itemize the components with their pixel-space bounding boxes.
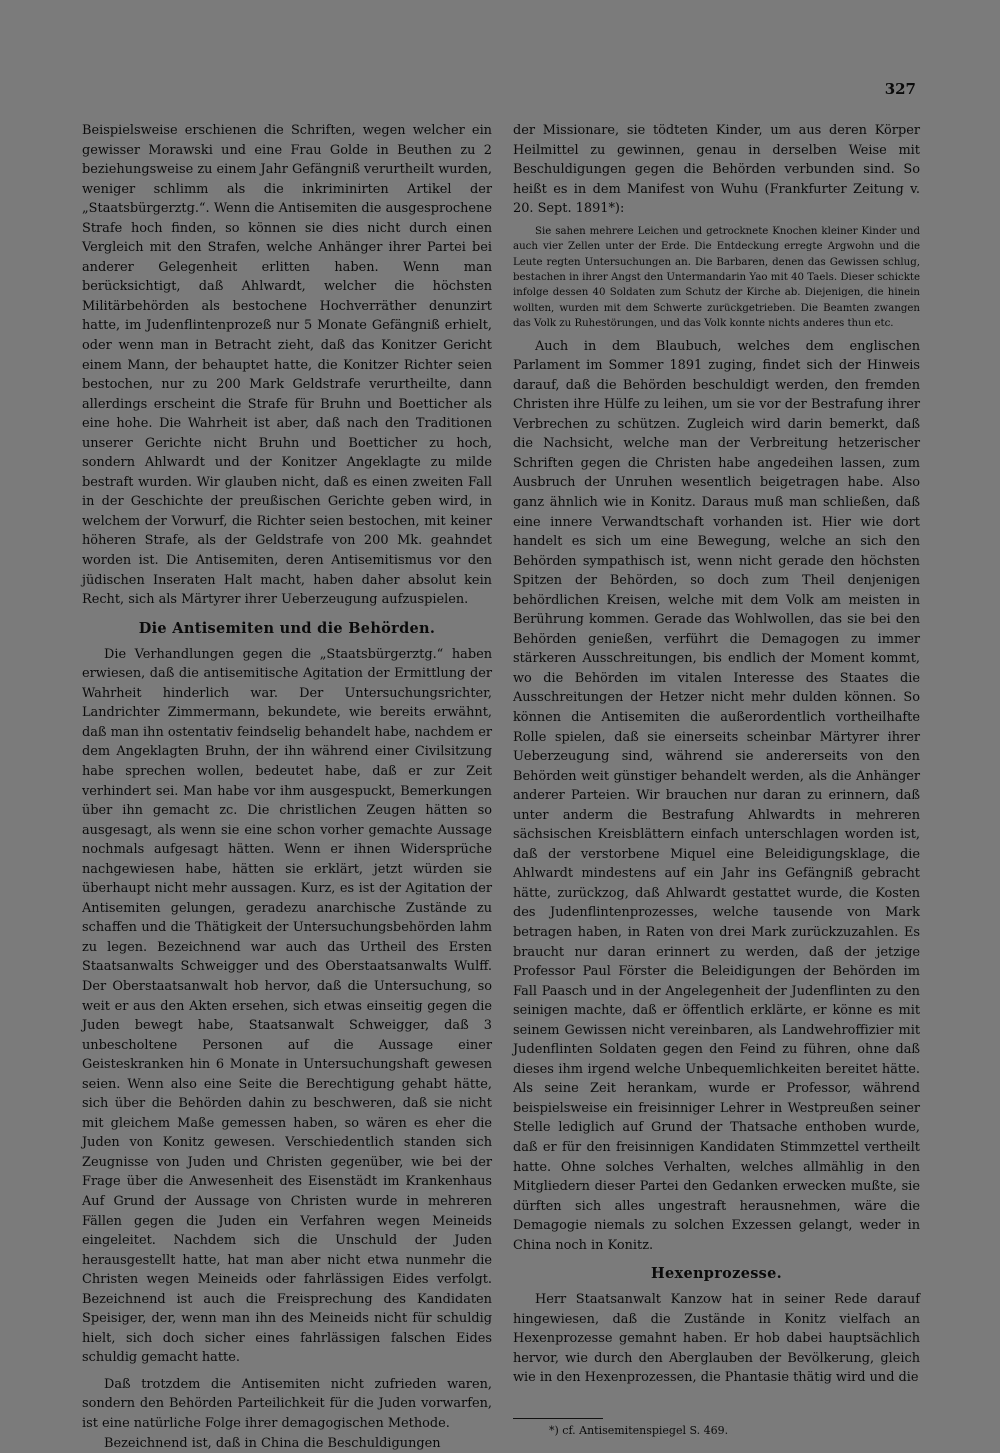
- paragraph: Bezeichnend ist, daß in China die Beschuldigungen: [104, 1435, 441, 1451]
- footnote-divider: [513, 1418, 603, 1419]
- block-quote: Sie sahen mehrere Leichen und getrocknete Knochen kleiner Kinder und auch vier Zellen unter der Erde. Die Entdeckung erregte Argwohn und die Leute regten Untersuchungen an. Die Barbaren, denen das Gewissen schlug, bestachen in ihrer Angst den Untermandarin Yao mit 40 Taels. Dieser schickte infolge dessen 40 Soldaten zum Schutz der Kirche ab. Diejenigen, die hinein wollten, wurden mit dem Schwerte zurückgetrieben. Die Beamten zwangen das Volk zu Ruhestörungen, und das Volk konnte nichts anderes thun etc.: [513, 225, 920, 330]
- paragraph: Auch in dem Blaubuch, welches dem englischen Parlament im Sommer 1891 zuging, findet sich der Hinweis darauf, daß die Behörden beschuldigt werden, den fremden Christen ihre Hülfe zu leihen, um sie vor der Bestrafung ihrer Verbrechen zu schützen. Zugleich wird darin bemerkt, daß die Nachsicht, welche man der Verbreitung hetzerischer Schriften gegen die Christen habe angedeihen lassen, zum Ausbruch der Unruhen wesentlich beigetragen habe. Also ganz ähnlich wie in Konitz. Daraus muß man schließen, daß eine innere Verwandtschaft vorhanden ist. Hier wie dort handelt es sich um eine Bewegung, welche an sich den Behörden sympathisch ist, wenn nicht gerade den höchsten Spitzen der Behörden, so doch zum Theil denjenigen behördlichen Kreisen, welche mit dem Volk am meisten in Berührung kommen. Gerade das Wohlwollen, das sie bei den Behörden genießen, verführt die Demagogen zu immer stärkeren Ausschreitungen, bis endlich der Moment kommt, wo die Behörden im vitalen Interesse des Staates die Ausschreitungen der Hetzer nicht mehr dulden können. So können die Antisemiten die außerordentlich vortheilhafte Rolle spielen, daß sie einerseits scheinbar Märtyrer ihrer Ueberzeugung sind, während sie andererseits von den Behörden weit günstiger behandelt werden, als die Anhänger anderer Parteien. Wir brauchen nur daran zu erinnern, daß unter anderm die Bestrafung Ahlwardts in mehreren sächsischen Kreisblättern einfach unterschlagen worden ist, daß der verstorbene Miquel eine Beleidigungsklage, die Ahlwardt mindestens auf ein Jahr ins Gefängniß gebracht hätte, zurückzog, daß Ahlwardt gestattet wurde, die Kosten des Judenflintenprozesses, welche tausende von Mark betragen haben, in Raten von drei Mark zurückzuzahlen. Es braucht nur daran erinnert zu werden, daß der jetzige Professor Paul Förster die Beleidigungen der Behörden im Fall Paasch und in der Angelegenheit der Judenflinten zu den seinigen machte, daß er öffentlich erklärte, er könne es mit seinem Gewissen nicht vereinbaren, als Landwehroffizier mit Judenflinten Soldaten gegen den Feind zu führen, ohne daß dieses ihm irgend welche Unbequemlichkeiten bereitet hätte. Als seine Zeit herankam, wurde er Professor, während beispielsweise ein freisinniger Lehrer in Westpreußen seiner Stelle lediglich auf Grund der Thatsache enthoben wurde, daß er für den freisinnigen Kandidaten Stimmzettel vertheilt hatte. Ohne solches Verhalten, welches allmählig in den Mitgliedern dieser Partei den Gedanken erwecken mußte, sie dürften sich alles ungestraft herausnehmen, wäre die Demagogie niemals zu solchen Exzessen gelangt, weder in China noch in Konitz.: [513, 338, 920, 1253]
- left-column: [82, 121, 492, 1453]
- paragraph: Herr Staatsanwalt Kanzow hat in seiner Rede darauf hingewiesen, daß die Zustände in Konitz vielfach an Hexenprozesse gemahnt haben. Er hob dabei hauptsächlich hervor, wie durch den Aberglauben der Bevölkerung, gleich wie in den Hexenprozessen, die Phantasie thätig wird und die: [513, 1292, 920, 1386]
- footnote: *) cf. Antisemitenspiegel S. 469.: [549, 1424, 729, 1438]
- paragraph: Die Verhandlungen gegen die „Staatsbürgerztg.“ haben erwiesen, daß die antisemitische Agitation der Ermittlung der Wahrheit hinderlich war. Der Untersuchungsrichter, Landrichter Zimmermann, bekundete, wie bereits erwähnt, daß man ihn ostentativ feindselig behandelt habe, nachdem er dem Angeklagten Bruhn, der ihn während einer Civilsitzung habe sprechen wollen, bedeutet habe, daß er zur Zeit verhindert sei. Man habe vor ihm ausgespuckt, Bemerkungen über ihn gemacht zc. Die christlichen Zeugen hätten so ausgesagt, als wenn sie eine schon vorher gemachte Aussage nochmals aufgesagt hätten. Wenn er ihnen Widersprüche nachgewiesen habe, hätten sie erklärt, jetzt würden sie überhaupt nicht mehr aussagen. Kurz, es ist der Agitation der Antisemiten gelungen, geradezu anarchische Zustände zu schaffen und die Thätigkeit der Untersuchungsbehörden lahm zu legen. Bezeichnend war auch das Urtheil des Ersten Staatsanwalts Schweigger und des Oberstaatsanwalts Wulff. Der Oberstaatsanwalt hob hervor, daß die Untersuchung, so weit er aus den Akten ersehen, sich etwas einseitig gegen die Juden bewegt habe, Staatsanwalt Schweigger, daß 3 unbescholtene Personen auf die Aussage einer Geisteskranken hin 6 Monate in Untersuchungshaft gewesen seien. Wenn also eine Seite die Berechtigung gehabt hätte, sich über die Behörden dahin zu beschweren, daß sie nicht mit gleichem Maße gemessen haben, so wären es eher die Juden von Konitz gewesen. Verschiedentlich standen sich Zeugnisse von Juden und Christen gegenüber, wie bei der Frage über die Anwesenheit des Eisenstädt im Krankenhaus Auf Grund der Aussage von Christen wurde in mehreren Fällen gegen die Juden ein Verfahren wegen Meineids eingeleitet. Nachdem sich die Unschuld der Juden herausgestellt hatte, hat man aber nicht etwa nunmehr die Christen wegen Meineids oder fahrlässigen Eides verfolgt. Bezeichnend ist auch die Freisprechung des Kandidaten Speisiger, der, wenn man ihn des Meineids nicht für schuldig hielt, sich doch sicher eines fahrlässigen falschen Eides schuldig gemacht hatte.: [82, 646, 492, 1366]
- paragraph: Daß trotzdem die Antisemiten nicht zufrieden waren, sondern den Behörden Parteilichkeit für die Juden vorwarfen, ist eine natürliche Folge ihrer demagogischen Methode.: [82, 1376, 492, 1431]
- right-column: [513, 121, 920, 1439]
- section-heading: Die Antisemiten und die Behörden.: [138, 619, 436, 637]
- paragraph: Beispielsweise erschienen die Schriften, wegen welcher ein gewisser Morawski und eine Frau Golde in Beuthen zu 2 beziehungsweise zu einem Jahr Gefängniß verurtheilt wurden, weniger schlimm als die inkriminirten Artikel der „Staatsbürgerztg.“. Wenn die Antisemiten die ausgesprochene Strafe hoch finden, so können sie dies nicht durch einen Vergleich mit den Strafen, welche Anhänger ihrer Partei bei anderer Gelegenheit erlitten haben. Wenn man berücksichtigt, daß Ahlwardt, welcher die höchsten Militärbehörden als bestochene Hochverräther denunzirt hatte, im Judenflintenprozeß nur 5 Monate Gefängniß erhielt, oder wenn man in Betracht zieht, daß das Konitzer Gericht einem Mann, der behauptet hatte, die Konitzer Richter seien bestochen, nur zu 200 Mark Geldstrafe verurtheilte, dann allerdings erscheint die Strafe für Bruhn und Boetticher als eine hohe. Die Wahrheit ist aber, daß nach den Traditionen unserer Gerichte nicht Bruhn und Boetticher zu hoch, sondern Ahlwardt und der Konitzer Angeklagte zu milde bestraft wurden. Wir glauben nicht, daß es einen zweiten Fall in der Geschichte der preußischen Gerichte geben wird, in welchem der Vorwurf, die Richter seien bestochen, mit keiner höheren Strafe, als der Geldstrafe von 200 Mk. geahndet worden ist. Die Antisemiten, deren Antisemitismus vor den jüdischen Inseraten Halt macht, haben daher absolut kein Recht, sich als Märtyrer ihrer Ueberzeugung aufzuspielen.: [82, 123, 492, 608]
- page-number: 327: [884, 80, 916, 98]
- section-heading: Hexenprozesse.: [650, 1265, 783, 1283]
- paragraph: der Missionare, sie tödteten Kinder, um aus deren Körper Heilmittel zu gewinnen, genau in derselben Weise mit Beschuldigungen gegen die Behörden verbunden sind. So heißt es in dem Manifest von Wuhu (Frankfurter Zeitung v. 20. Sept. 1891*):: [513, 123, 920, 217]
